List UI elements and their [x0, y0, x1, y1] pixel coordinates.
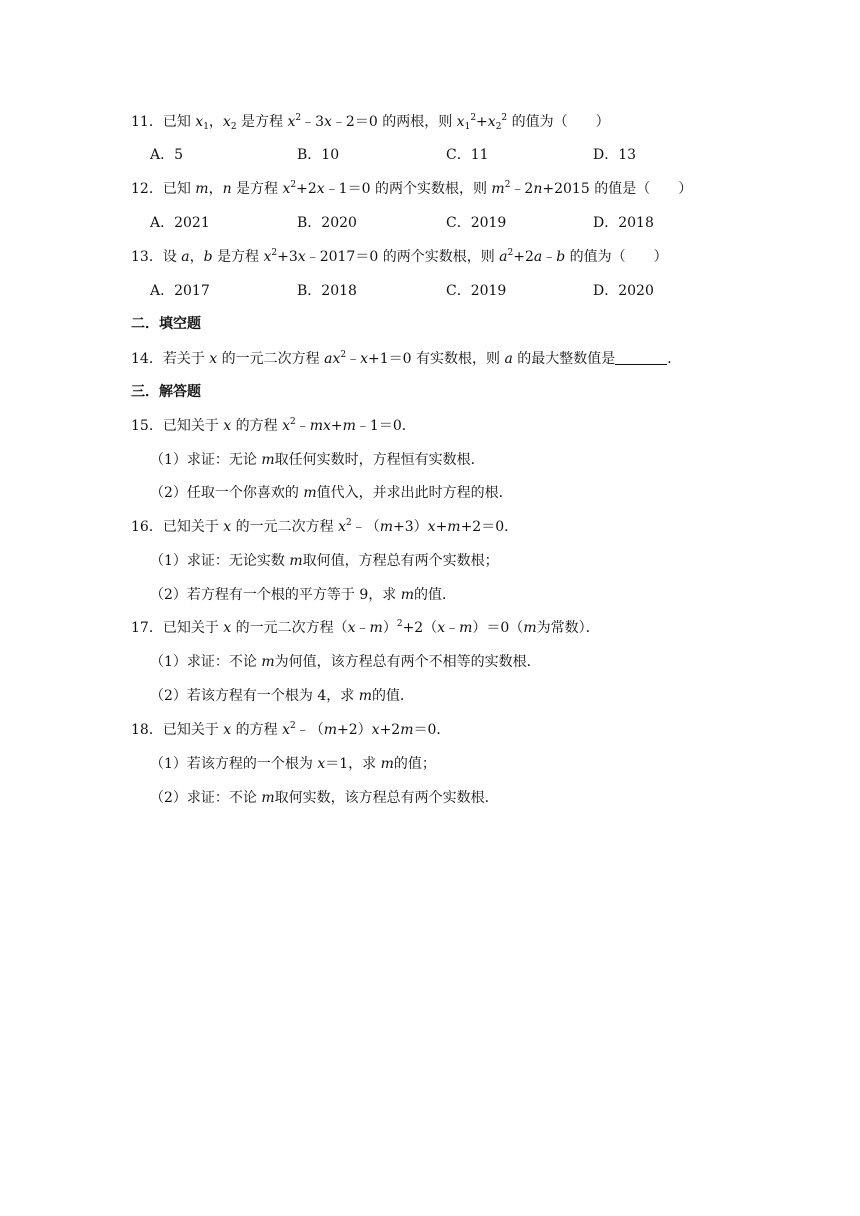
var: m [459, 620, 473, 636]
text: 为何值，该方程总有两个不相等的实数根． [274, 654, 541, 670]
var: x [316, 181, 325, 197]
text: 取任何实数时，方程恒有实数根． [274, 452, 485, 468]
var: ax [324, 351, 341, 367]
var: x [263, 249, 272, 265]
question-18-part-1 [150, 754, 436, 774]
text: 已知关于 [162, 519, 224, 535]
text: +2＝0． [460, 519, 519, 535]
var: m [369, 620, 383, 636]
exponent: 2 [271, 248, 278, 258]
text: + [330, 418, 343, 434]
var: x [223, 519, 232, 535]
var: m [342, 418, 356, 434]
text: ） [382, 620, 397, 636]
question-16-part-1 [150, 551, 499, 571]
text: +2） [337, 722, 372, 738]
var: x [487, 114, 496, 130]
var: x [223, 418, 232, 434]
var: m [380, 756, 394, 772]
text: 的一元二次方程 [221, 351, 325, 367]
text: ）＝0（ [472, 620, 524, 636]
text: 若关于 [162, 351, 210, 367]
option-c: C．11 [446, 147, 489, 163]
text: ﹣ [542, 249, 557, 265]
text: 取何值，方程总有两个实数根； [302, 553, 499, 569]
exponent: 2 [501, 113, 508, 123]
text: +2 [513, 249, 534, 265]
exponent: 2 [507, 248, 514, 258]
text: 已知关于 [162, 620, 224, 636]
var: a [181, 249, 190, 265]
text: ﹣ [346, 351, 361, 367]
question-16-part-2 [150, 585, 456, 605]
text: 已知关于 [162, 418, 224, 434]
text: +2 [296, 181, 317, 197]
var: n [222, 181, 232, 197]
text: ， [208, 114, 223, 130]
question-number: 18． [131, 722, 163, 738]
option-c: C．2019 [446, 215, 507, 231]
var: x [209, 351, 218, 367]
text: 是方程 [241, 114, 288, 130]
text: （1）求证：不论 [150, 654, 262, 670]
question-number: 16． [131, 519, 163, 535]
answer-blank[interactable] [615, 350, 667, 365]
text: （2）任取一个你喜欢的 [150, 485, 304, 501]
question-number: 13． [131, 249, 163, 265]
text: 的值； [393, 756, 436, 772]
option-a: A．2017 [150, 283, 210, 299]
exponent: 2 [470, 113, 477, 123]
text: ， [189, 249, 204, 265]
var: x [282, 181, 291, 197]
var: x [456, 114, 465, 130]
text: +1＝0 [367, 351, 412, 367]
text: 的一元二次方程（ [235, 620, 348, 636]
text: ﹣2 [510, 181, 534, 197]
var: x [317, 756, 326, 772]
var: m [323, 722, 338, 738]
option-d: D．2018 [593, 215, 654, 231]
text: 取何实数，该方程总有两个实数根． [274, 790, 499, 806]
question-number: 17． [131, 620, 163, 636]
var: x [223, 620, 232, 636]
var: m [523, 620, 537, 636]
exponent: 2 [504, 180, 511, 190]
text: 是方程 [236, 181, 283, 197]
text: ﹣（ [351, 519, 380, 535]
question-17 [131, 618, 600, 638]
var: mx [309, 418, 331, 434]
text: ﹣（ [295, 722, 324, 738]
var: x [338, 519, 346, 535]
exponent: 2 [290, 721, 296, 731]
text: 已知 [162, 181, 196, 197]
text: ＝1，求 [325, 756, 381, 772]
subscript: 2 [230, 122, 237, 132]
var: x [222, 114, 231, 130]
subscript: 1 [464, 122, 471, 132]
text: 的两个实数根，则 [382, 249, 500, 265]
option-a: A．5 [150, 147, 184, 163]
text: 有实数根，则 [415, 351, 505, 367]
text: ﹣2＝0 [331, 114, 378, 130]
text: （1）求证：无论 [150, 452, 262, 468]
var: m [261, 452, 275, 468]
option-b: B．2018 [297, 283, 357, 299]
text: +2（ [402, 620, 438, 636]
exponent: 2 [346, 518, 352, 528]
question-11 [131, 112, 610, 132]
var: x [282, 418, 290, 434]
text: 设 [162, 249, 182, 265]
text: ， [208, 181, 223, 197]
text: 的最大整数值是 [517, 351, 616, 367]
option-d: D．2020 [593, 283, 654, 299]
text: +3 [277, 249, 298, 265]
text: + [476, 114, 488, 130]
text: 的一元二次方程 [235, 519, 339, 535]
var: n [533, 181, 543, 197]
text: 已知关于 [162, 722, 224, 738]
var: x [437, 620, 446, 636]
var: b [203, 249, 213, 265]
text: 的方程 [235, 418, 283, 434]
var: m [491, 181, 505, 197]
var: m [447, 519, 461, 535]
question-18-part-2 [150, 788, 499, 808]
section-heading-fill-in: 二．填空题 [131, 316, 201, 332]
question-15 [131, 416, 416, 436]
text: 的方程 [235, 722, 283, 738]
subscript: 1 [203, 122, 209, 132]
text: 已知 [162, 114, 191, 130]
question-13 [131, 247, 668, 267]
text: （2）若该方程有一个根为 4，求 [150, 688, 359, 704]
text: 值代入，并求出此时方程的根． [316, 485, 513, 501]
var: m [261, 654, 275, 670]
var: x [324, 114, 332, 130]
question-15-part-1 [150, 450, 485, 470]
var: x [360, 351, 368, 367]
text: ﹣3 [301, 114, 325, 130]
option-d: D．13 [593, 147, 637, 163]
var: m [289, 553, 303, 569]
exponent: 2 [290, 417, 296, 427]
option-b: B．10 [297, 147, 340, 163]
var: m [400, 587, 414, 603]
text: 为常数）． [536, 620, 600, 636]
var: x [297, 249, 306, 265]
question-number: 14． [131, 351, 163, 367]
question-15-part-2 [150, 483, 513, 503]
var: m [358, 688, 372, 704]
var: m [303, 485, 317, 501]
section-heading-solutions: 三．解答题 [131, 384, 201, 400]
var: x [195, 114, 204, 130]
question-14 [131, 349, 681, 369]
subscript: 2 [495, 122, 502, 132]
text: ﹣1＝0． [355, 418, 416, 434]
var: x [287, 114, 296, 130]
text: ＝0． [413, 722, 451, 738]
question-18 [131, 720, 450, 740]
text: 的值． [414, 587, 456, 603]
text: （1）求证：无论实数 [150, 553, 290, 569]
text: ﹣1＝0 [324, 181, 371, 197]
var: m [400, 722, 414, 738]
question-number: 15． [131, 418, 163, 434]
text: +2 [379, 722, 401, 738]
var: x [427, 519, 436, 535]
var: a [499, 249, 508, 265]
question-17-part-2 [150, 686, 414, 706]
var: a [504, 351, 513, 367]
text: +3） [393, 519, 428, 535]
text: 的值是（ ） [594, 181, 693, 197]
exponent: 2 [340, 350, 347, 360]
text: 的两根，则 [382, 114, 457, 130]
question-17-part-1 [150, 652, 541, 672]
text: ﹣ [445, 620, 460, 636]
text: （1）若该方程的一个根为 [150, 756, 318, 772]
exponent: 2 [295, 113, 302, 123]
question-12 [131, 179, 692, 199]
var: x [282, 722, 290, 738]
question-number: 11． [131, 114, 163, 130]
var: x [223, 722, 232, 738]
text: 是方程 [217, 249, 264, 265]
text: 的值为（ ） [511, 114, 610, 130]
option-a: A．2021 [150, 215, 210, 231]
var: m [195, 181, 209, 197]
question-16 [131, 517, 518, 537]
exponent: 2 [396, 619, 403, 629]
text: 的两个实数根，则 [374, 181, 492, 197]
var: m [379, 519, 394, 535]
text: ﹣2017＝0 [305, 249, 379, 265]
text: 的值． [372, 688, 414, 704]
var: m [261, 790, 275, 806]
text: + [435, 519, 448, 535]
text: ． [667, 351, 682, 367]
text: +2015 [542, 181, 590, 197]
var: a [533, 249, 543, 265]
text: （2）若方程有一个根的平方等于 9，求 [150, 587, 401, 603]
option-b: B．2020 [297, 215, 357, 231]
text: 的值为（ ） [569, 249, 668, 265]
text: ﹣ [295, 418, 310, 434]
text: ﹣ [355, 620, 370, 636]
exponent: 2 [290, 180, 297, 190]
question-number: 12． [131, 181, 163, 197]
option-c: C．2019 [446, 283, 507, 299]
var: x [371, 722, 380, 738]
text: （2）求证：不论 [150, 790, 262, 806]
var: x [347, 620, 356, 636]
var: b [556, 249, 566, 265]
